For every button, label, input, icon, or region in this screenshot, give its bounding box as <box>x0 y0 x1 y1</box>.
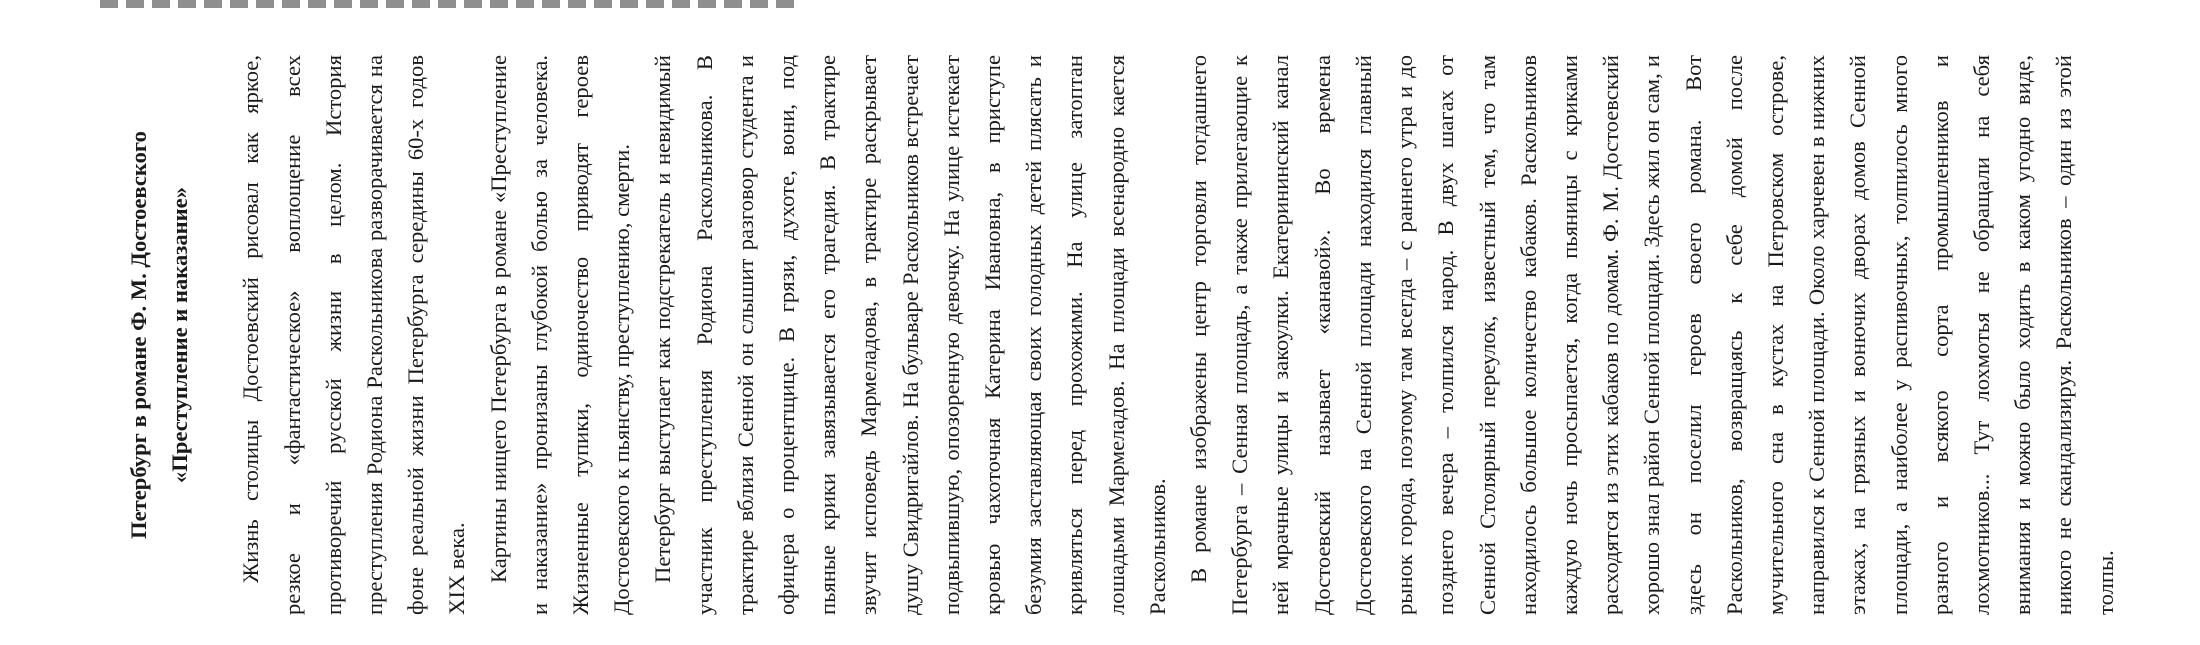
paragraph-3: Петербург выступает как подстрекатель и невидимый участник преступления Родиона Раскольникова. В трактире вблизи Сенной он слышит разговор студента и офицера о процентщице. В грязи, духоте, вони, под пьяные крики завязывается его трагедия. В трактире звучит исповедь Мармеладова, в трактире раскрывает душу Свидригайлов. На бульваре Раскольников встречает подвыпившую, опозоренную девочку. На улице истекает кровью чахоточная Катерина Ивановна, в приступе безумия заставляющая своих голодных детей плясать и кривляться перед прохожими. На улице затоптан лошадьми Мармеладов. На площади всенародно кается Раскольников. <box>650 55 1170 615</box>
paragraph-2: Картины нищего Петербурга в романе «Преступление и наказание» пронизаны глубокой болью за человека. Жизненные тупики, одиночество приводят героев Достоевского к пьянству, преступлению, смерти. <box>485 55 635 615</box>
article <box>118 55 2126 615</box>
paragraph-1: Жизнь столицы Достоевский рисовал как яркое, резкое и «фантастическое» воплощение всех противоречий русской жизни в целом. История преступления Родиона Раскольникова разворачивается на фоне реальной жизни Петербурга середины 60-х годов XIX века. <box>238 55 470 615</box>
article-title-line-2: «Преступление и наказание» <box>167 187 193 483</box>
paragraph-4: В романе изображены центр торговли тогдашнего Петербурга – Сенная площадь, а также прилегающие к ней мрачные улицы и закоулки. Екатерининский канал Достоевский называет «канавой». Во времена Достоевского на Сенной площади находился главный рынок города, поэтому там всегда – с раннего утра и до позднего вечера – толпился народ. В двух шагах от Сенной Столярный переулок, известный тем, что там находилось большое количество кабаков. Раскольников каждую ночь просыпается, когда пьяницы с криками расходятся из этих кабаков по домам. Ф. М. Достоевский хорошо знал район Сенной площади. Здесь жил он сам, и здесь он поселил героев своего романа. Вот Раскольников, возвращаясь к себе домой после мучительного сна в кустах на Петровском острове, направился к Сенной площади. Около харчевен в нижних этажах, на грязных и вонючих дворах домов Сенной площади, а наиболее у распивочных, толпилось много разного и всякого сорта промышленников и лохмотников... Тут лохмотья не обращали на себя внимания и можно было ходить в каком угодно виде, никого не скандализируя. Раскольников – один из этой толпы. <box>1186 55 2118 615</box>
article-title-line-1: Петербург в романе Ф. М. Достоевского <box>126 131 151 539</box>
